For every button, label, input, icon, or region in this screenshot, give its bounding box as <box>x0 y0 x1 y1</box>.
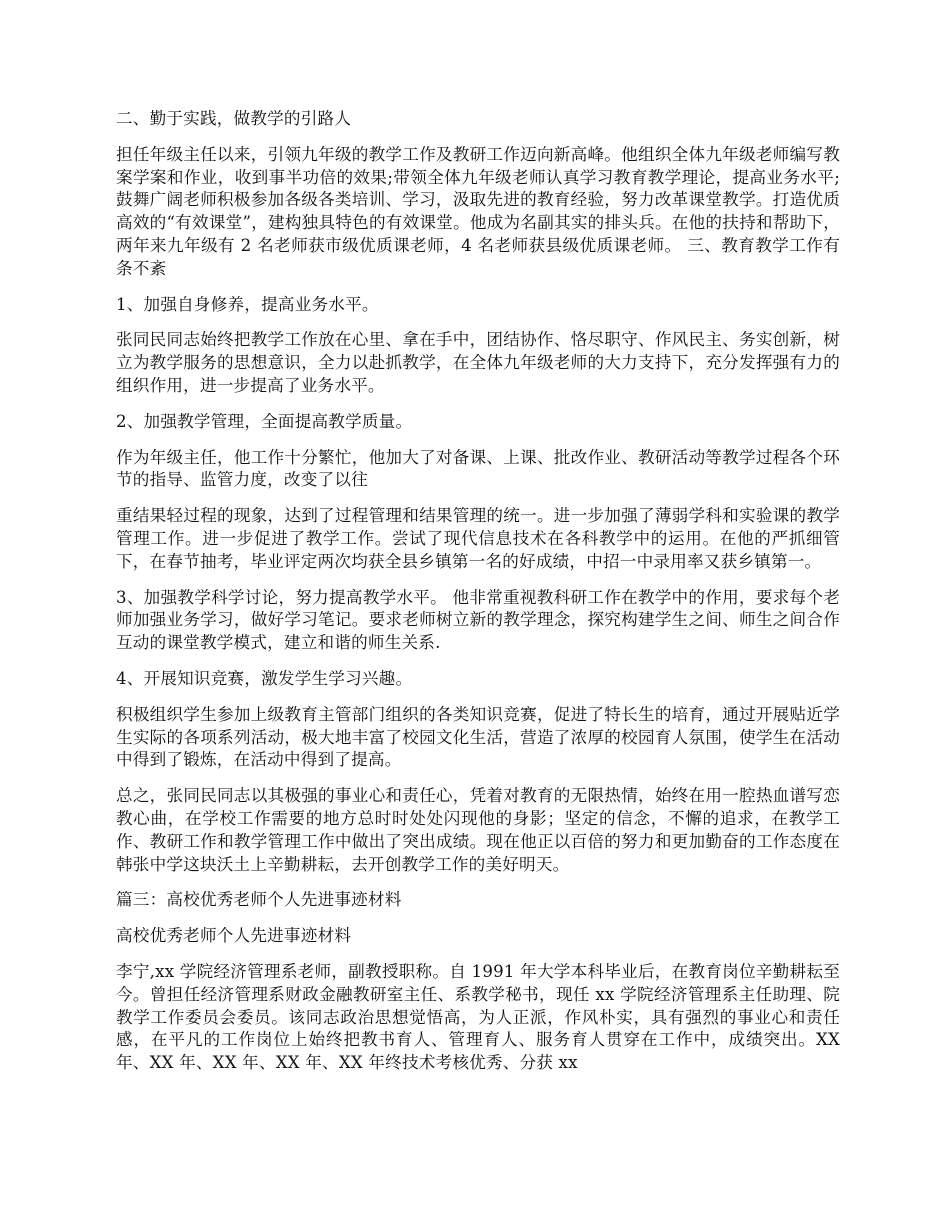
item-heading-self-cultivation: 1、加强自身修养，提高业务水平。 <box>116 294 379 314</box>
document-subtitle: 高校优秀老师个人先进事迹材料 <box>116 926 352 946</box>
paragraph-self-cultivation: 张同民同志始终把教学工作放在心里、拿在手中，团结协作、恪尽职守、作风民主、务实创新，树立为教学服务的思想意识，全力以赴抓教学，在全体九年级老师的大力支持下，充分发挥强有力的组织作用，进一步提高了业务水平。 <box>116 330 840 395</box>
document-page <box>116 108 840 1088</box>
paragraph-grade-director: 担任年级主任以来，引领九年级的教学工作及教研工作迈向新高峰。他组织全体九年级老师编写教案学案和作业，收到事半功倍的效果;带领全体九年级老师认真学习教育教学理论，提高业务水平;鼓舞广阔老师积极参加各级各类培训、学习，汲取先进的教育经验，努力改革课堂教学。打造优质高效的“有效课堂”，建构独具特色的有效课堂。他成为名副其实的排头兵。在他的扶持和帮助下，两年来九年级有 2 名老师获市级优质课老师，4 名老师获县级优质课老师。 三、教育教学工作有条不紊 <box>116 144 840 278</box>
paragraph-teaching-management-1: 作为年级主任，他工作十分繁忙，他加大了对备课、上课、批改作业、教研活动等教学过程各个环节的指导、监管力度，改变了以往 <box>116 447 840 490</box>
paragraph-knowledge-contest: 积极组织学生参加上级教育主管部门组织的各类知识竞赛，促进了特长生的培育，通过开展贴近学生实际的各项系列活动，极大地丰富了校园文化生活，营造了浓厚的校园育人氛围，使学生在活动中得到了锻炼，在活动中得到了提高。 <box>116 704 840 770</box>
item-heading-teaching-management: 2、加强教学管理，全面提高教学质量。 <box>116 411 413 431</box>
paragraph-summary: 总之，张同民同志以其极强的事业心和责任心，凭着对教育的无限热情，始终在用一腔热血谱写恋教心曲，在学校工作需要的地方总时时处处闪现他的身影；坚定的信念，不懈的追求，在教学工作、教研工作和教学管理工作中做出了突出成绩。现在他正以百倍的努力和更加勤奋的工作态度在韩张中学这块沃土上辛勤耕耘，去开创教学工作的美好明天。 <box>116 786 840 874</box>
paragraph-teaching-research: 3、加强教学科学讨论，努力提高教学水平。 他非常重视教科研工作在教学中的作用，要求每个老师加强业务学习，做好学习笔记。要求老师树立新的教学理念，探究构建学生之间、师生之间合作互动的课堂教学模式，建立和谐的师生关系. <box>116 587 840 653</box>
paragraph-li-ning: 李宁,xx 学院经济管理系老师，副教授职称。自 1991 年大学本科毕业后，在教育岗位辛勤耕耘至今。曾担任经济管理系财政金融教研室主任、系教学秘书，现任 xx 学院经济管理系主任助理、院教学工作委员会委员。该同志政治思想觉悟高，为人正派，作风朴实，具有强烈的事业心和责任感，在平凡的工作岗位上始终把教书育人、管理育人、服务育人贯穿在工作中，成绩突出。XX 年、XX 年、XX 年、XX 年、XX 年终技术考核优秀、分获 xx <box>116 961 840 1073</box>
item-heading-knowledge-contest: 4、开展知识竞赛，激发学生学习兴趣。 <box>116 668 413 688</box>
section-heading-practice: 二、勤于实践，做教学的引路人 <box>116 109 352 128</box>
paragraph-teaching-management-2: 重结果轻过程的现象，达到了过程管理和结果管理的统一。进一步加强了薄弱学科和实验课的教学管理工作。进一步促进了教学工作。尝试了现代信息技术在各科教学中的运用。在他的严抓细管下，在春节抽考，毕业评定两次均获全县乡镇第一名的好成绩，中招一中录用率又获乡镇第一。 <box>116 506 840 571</box>
section-heading-part-three: 篇三：高校优秀老师个人先进事迹材料 <box>116 890 402 910</box>
